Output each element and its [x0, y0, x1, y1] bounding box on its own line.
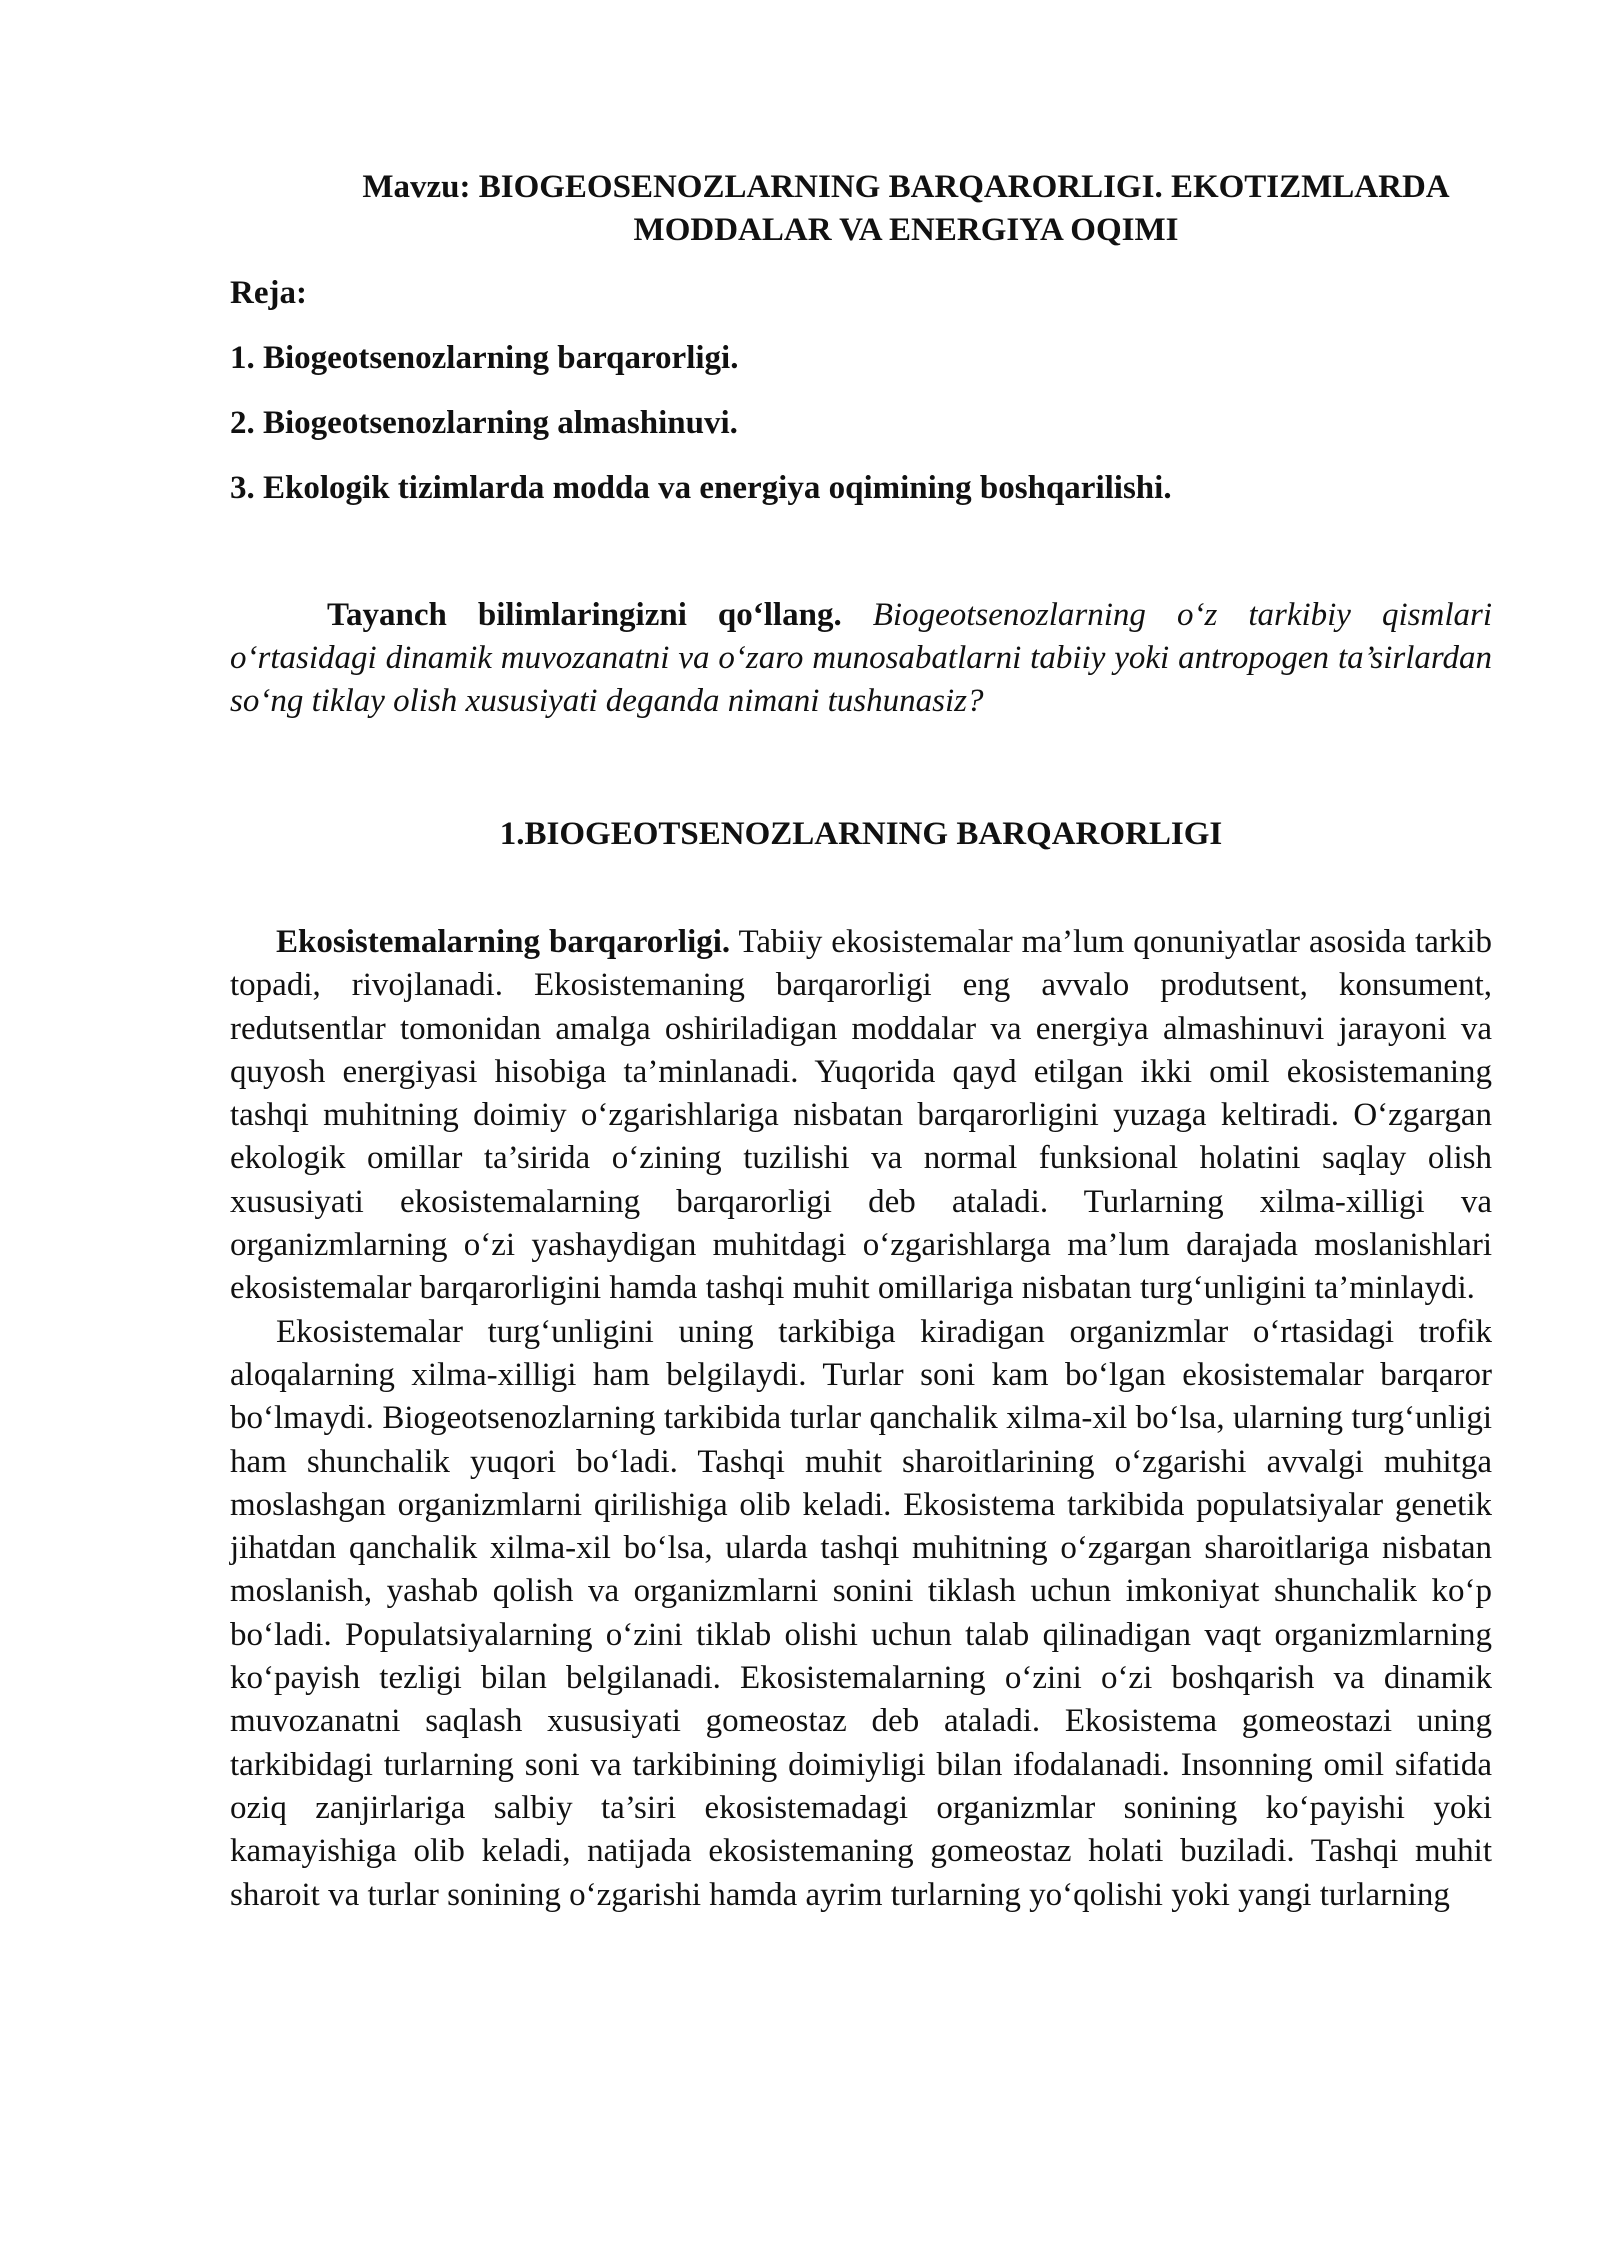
intro-lead: Tayanch bilimlaringizni qo‘llang. — [327, 597, 842, 633]
document-title — [320, 166, 1492, 252]
section-1-heading: 1.BIOGEOTSENOZLARNING BARQARORLIGI — [499, 816, 1223, 852]
plan-list — [230, 337, 1492, 510]
paragraph-2 — [230, 1311, 1492, 1917]
intro-question-text: Biogeotsenozlarning o‘z tarkibiy qismlari o‘rtasidagi dinamik muvozanatni va o‘zaro munosabatlarni tabiiy yoki antropogen ta’sirlardan so‘ng tiklay olish xususiyati deganda nimani tushunasiz? — [230, 597, 1493, 719]
plan-item-2: 2. Biogeotsenozlarning almashinuvi. — [230, 405, 738, 441]
title-line-2: MODDALAR VA ENERGIYA OQIMI — [633, 212, 1179, 248]
paragraph-2-text: Ekosistemalar turg‘unligini uning tarkibiga kiradigan organizmlar o‘rtasidagi trofik aloqalarning xilma-xilligi ham belgilaydi. Turlar soni kam bo‘lgan ekosistemalar barqaror bo‘lmaydi. Biogeotsenozlarning tarkibida turlar qanchalik xilma-xil bo‘lsa, ularning turg‘unligi ham shunchalik yuqori bo‘ladi. Tashqi muhit sharoitlarining o‘zgarishi avvalgi muhitga moslashgan organizmlarni qirilishiga olib keladi. Ekosistema tarkibida populatsiyalar genetik jihatdan qanchalik xilma-xil bo‘lsa, ularda tashqi muhitning o‘zgargan sharoitlariga nisbatan moslanish, yashab qolish va organizmlarni sonini tiklash uchun imkoniyat shunchalik ko‘p bo‘ladi. Populatsiyalarning o‘zini tiklab olishi uchun talab qilinadigan vaqt organizmlarning ko‘payish tezligi bilan belgilanadi. Ekosistemalarning o‘zini o‘zi boshqarish va dinamik muvozanatni saqlash xususiyati gomeostaz deb ataladi. Ekosistema gomeostazi uning tarkibidagi turlarning soni va tarkibining doimiyligi bilan ifodalanadi. Insonning omil sifatida oziq zanjirlariga salbiy ta’siri ekosistemadagi organizmlar sonining ko‘payishi yoki kamayishiga olib keladi, natijada ekosistemaning gomeostaz holati buziladi. Tashqi muhit sharoit va turlar sonining o‘zgarishi hamda ayrim turlarning yo‘qolishi yoki yangi turlarning — [230, 1313, 1492, 1913]
paragraph-1-lead: Ekosistemalarning barqarorligi. — [276, 924, 731, 960]
plan-item-3: 3. Ekologik tizimlarda modda va energiya oqimining boshqarilishi. — [230, 470, 1172, 506]
plan-heading: Reja: — [230, 275, 307, 311]
intro-question — [230, 594, 1492, 723]
paragraph-1 — [230, 921, 1492, 1311]
paragraph-1-text: Tabiiy ekosistemalar ma’lum qonuniyatlar asosida tarkib topadi, rivojlanadi. Ekosistemaning barqarorligi eng avvalo produtsent, konsument, redutsentlar tomonidan amalga oshiriladigan moddalar va energiya almashinuvi jarayoni va quyosh energiyasi hisobiga ta’minlanadi. Yuqorida qayd etilgan ikki omil ekosistemaning tashqi muhitning doimiy o‘zgarishlariga nisbatan barqarorligini yuzaga keltiradi. O‘zgargan ekologik omillar ta’sirida o‘zining tuzilishi va normal funksional holatini saqlay olish xususiyati ekosistemalarning barqarorligi deb ataladi. Turlarning xilma-xilligi va organizmlarning o‘zi yashaydigan muhitdagi o‘zgarishlarga ma’lum darajada moslanishlari ekosistemalar barqarorligini hamda tashqi muhit omillariga nisbatan turg‘unligini ta’minlaydi. — [230, 924, 1493, 1307]
document-body — [230, 166, 1492, 1917]
title-line-1: Mavzu: BIOGEOSENOZLARNING BARQARORLIGI. EKOTIZMLARDA — [362, 169, 1450, 205]
plan-item-1: 1. Biogeotsenozlarning barqarorligi. — [230, 340, 739, 376]
